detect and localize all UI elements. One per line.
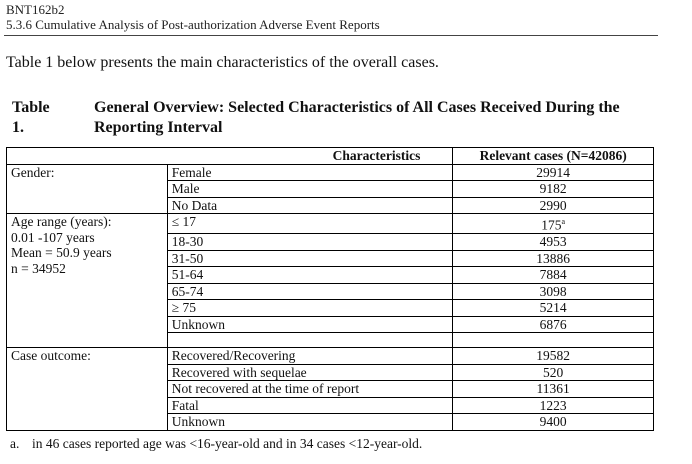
row-label: Fatal (167, 397, 453, 414)
footnote-ref: a (561, 217, 566, 226)
row-value: 9400 (453, 414, 654, 431)
relevant-cases-header: Relevant cases (N=42086) (453, 148, 654, 165)
row-value: 6876 (453, 316, 654, 333)
row-label: 51-64 (167, 267, 453, 284)
row-label: Unknown (167, 316, 453, 333)
row-label: 18-30 (167, 234, 453, 251)
row-value-number: 175 (541, 217, 562, 233)
footnote-marker: a. (10, 436, 20, 451)
row-label: Female (167, 164, 453, 181)
document-header (6, 2, 380, 32)
characteristics-header: Characteristics (7, 148, 453, 165)
age-label (7, 214, 168, 348)
row-label: ≤ 17 (167, 214, 453, 234)
row-label: No Data (167, 197, 453, 214)
row-value: 3098 (453, 283, 654, 300)
row-value: 7884 (453, 267, 654, 284)
table-title: General Overview: Selected Characteristics of All Cases Received During the Reporting Interval (94, 99, 620, 136)
product-name: BNT162b2 (6, 2, 65, 17)
table-header-row (7, 148, 654, 165)
row-value: 19582 (453, 348, 654, 365)
intro-paragraph: Table 1 below presents the main characteristics of the overall cases. (6, 54, 439, 71)
table-label: Table 1. (12, 99, 50, 136)
header-divider (4, 35, 658, 36)
row-value: 5214 (453, 300, 654, 317)
row-label: Recovered/Recovering (167, 348, 453, 365)
characteristics-table (6, 147, 654, 431)
blank-cell (167, 333, 453, 348)
table-row (7, 214, 654, 234)
outcome-group (7, 348, 654, 431)
blank-cell (453, 333, 654, 348)
row-value (453, 214, 654, 234)
row-value: 11361 (453, 381, 654, 398)
row-label: Not recovered at the time of report (167, 381, 453, 398)
row-value: 29914 (453, 164, 654, 181)
age-label-line: Mean = 50.9 years (11, 245, 112, 260)
table-row (7, 164, 654, 181)
row-label: Male (167, 181, 453, 198)
gender-group (7, 164, 654, 214)
footnote-text: in 46 cases reported age was <16-year-old and in 34 cases <12-year-old. (32, 436, 423, 451)
age-label-line: Age range (years): (11, 214, 112, 229)
row-label: 65-74 (167, 283, 453, 300)
age-label-line: n = 34952 (11, 260, 66, 276)
row-label: Recovered with sequelae (167, 364, 453, 381)
table-row (7, 348, 654, 365)
row-value: 13886 (453, 250, 654, 267)
age-label-line: 0.01 -107 years (11, 229, 95, 245)
outcome-label: Case outcome: (7, 348, 168, 431)
row-value: 1223 (453, 397, 654, 414)
age-group (7, 214, 654, 348)
section-title: 5.3.6 Cumulative Analysis of Post-authorization Adverse Event Reports (6, 17, 380, 32)
row-value: 9182 (453, 181, 654, 198)
gender-label: Gender: (7, 164, 168, 214)
row-value: 520 (453, 364, 654, 381)
row-value: 2990 (453, 197, 654, 214)
row-label: Unknown (167, 414, 453, 431)
row-label: ≥ 75 (167, 300, 453, 317)
table-footnote (10, 436, 422, 452)
row-label: 31-50 (167, 250, 453, 267)
row-value: 4953 (453, 234, 654, 251)
